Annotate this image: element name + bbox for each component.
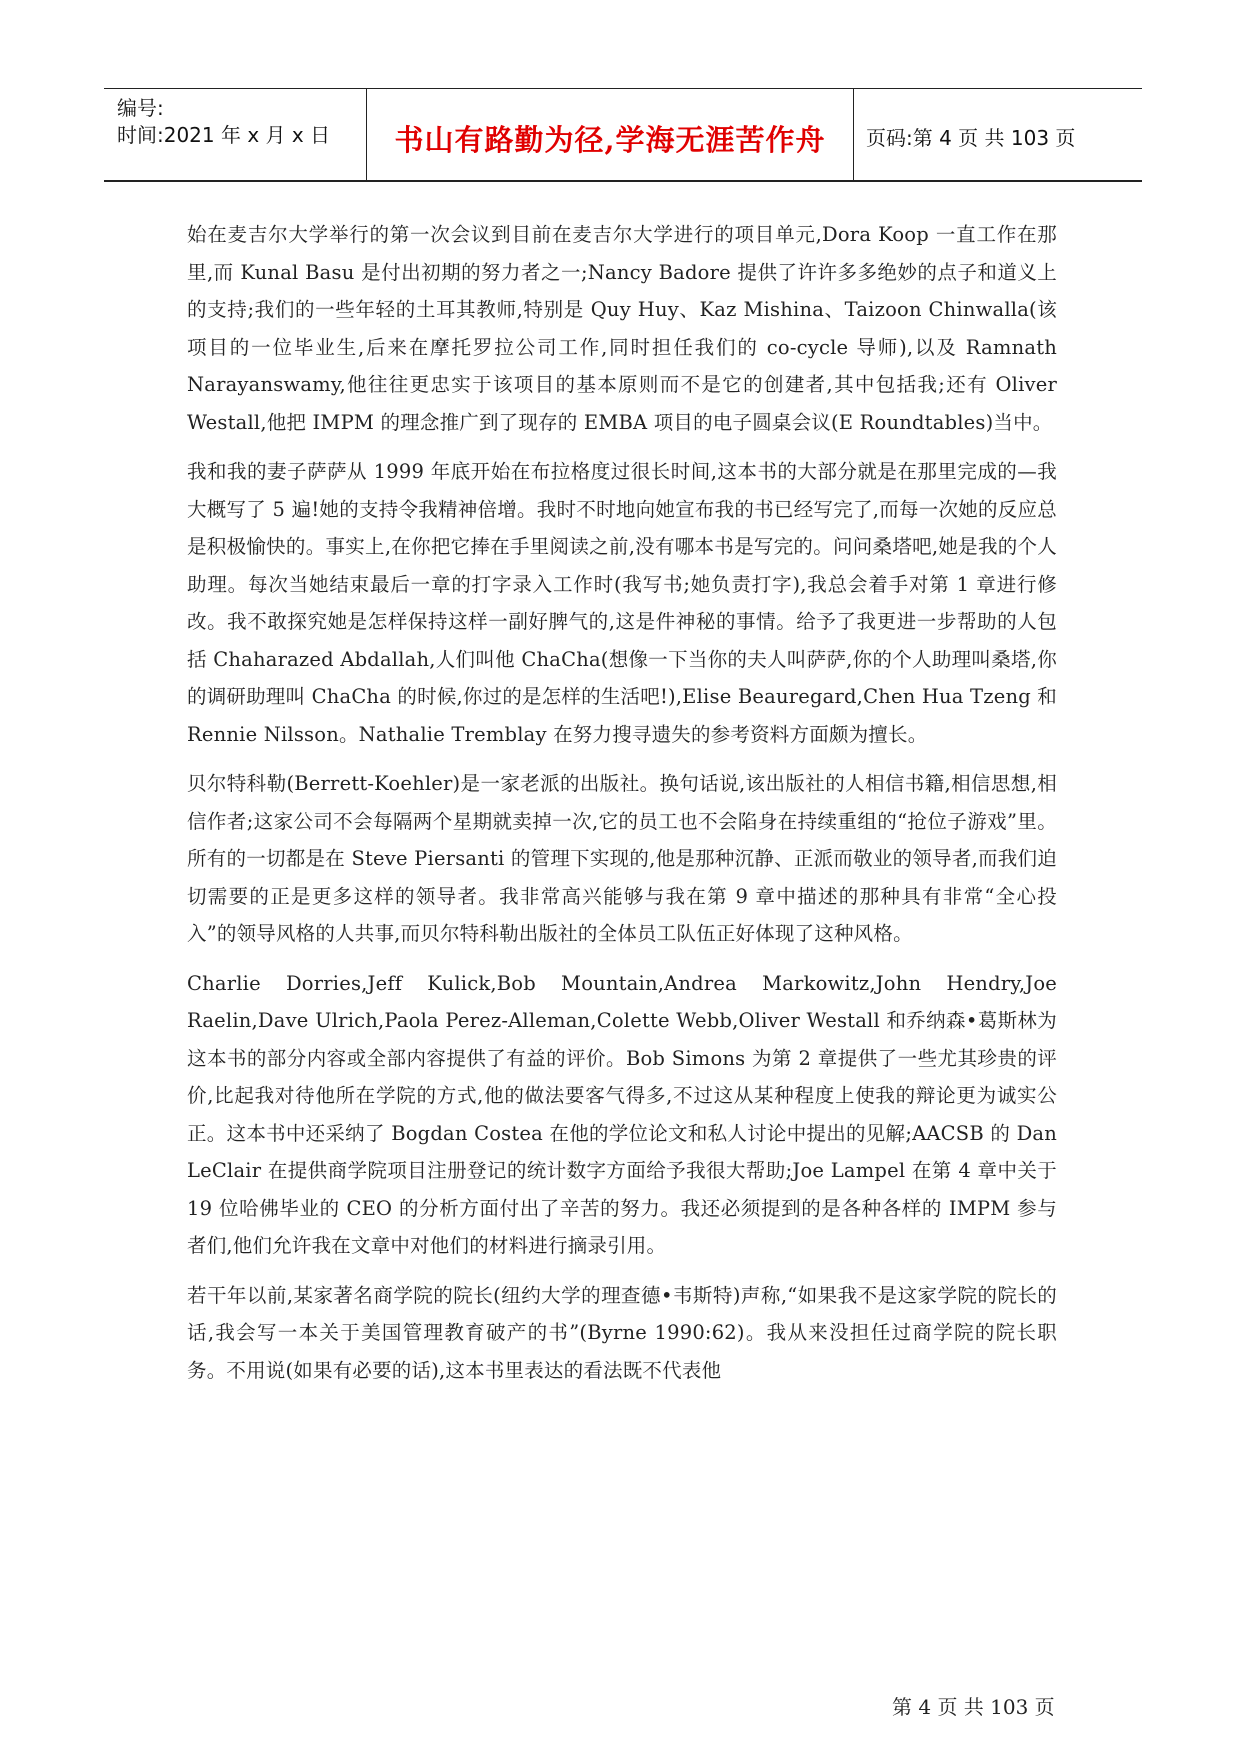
paragraph: 若干年以前,某家著名商学院的院长(纽约大学的理查德•韦斯特)声称,“如果我不是这家学院的院长的话,我会写一本关于美国管理教育破产的书”(Byrne 1990:62)。我从来没担任过商学院的院长职务。不用说(如果有必要的话),这本书里表达的看法既不代表他: [187, 1283, 1057, 1382]
paragraph: 始在麦吉尔大学举行的第一次会议到目前在麦吉尔大学进行的项目单元,Dora Koop 一直工作在那里,而 Kunal Basu 是付出初期的努力者之一;Nancy Badore 提供了许许多多绝妙的点子和道义上的支持;我们的一些年轻的土耳其教师,特别是 Quy Huy、Kaz Mishina、Taizoon Chinwalla(该项目的一位毕业生,后来在摩托罗拉公司工作,同时担任我们的 co-cycle 导师),以及 Ramnath Narayanswamy,他往往更忠实于该项目的基本原则而不是它的创建者,其中包括我;还有 Oliver Westall,他把 IMPM 的理念推广到了现存的 EMBA 项目的电子圆桌会议(E Roundtables)当中。: [187, 223, 1057, 434]
header-motto: 书山有路勤为径,学海无涯苦作舟: [394, 123, 826, 157]
paragraph: 我和我的妻子萨萨从 1999 年底开始在布拉格度过很长时间,这本书的大部分就是在那里完成的—我大概写了 5 遍!她的支持令我精神倍增。我时不时地向她宣布我的书已经写完了,而每一次她的反应总是积极愉快的。事实上,在你把它捧在手里阅读之前,没有哪本书是写完的。问问桑塔吧,她是我的个人助理。每次当她结束最后一章的打字录入工作时(我写书;她负责打字),我总会着手对第 1 章进行修改。我不敢探究她是怎样保持这样一副好脾气的,这是件神秘的事情。给予了我更进一步帮助的人包括 Chaharazed Abdallah,人们叫他 ChaCha(想像一下当你的夫人叫萨萨,你的个人助理叫桑塔,你的调研助理叫 ChaCha 的时候,你过的是怎样的生活吧!),Elise Beauregard,Chen Hua Tzeng 和 Rennie Nilsson。Nathalie Tremblay 在努力搜寻遗失的参考资料方面颇为擅长。: [187, 460, 1057, 746]
paragraph: Charlie Dorries,Jeff Kulick,Bob Mountain,Andrea Markowitz,John Hendry,Joe Raelin,Dave Ulrich,Paola Perez-Alleman,Colette Webb,Oliver Westall 和乔纳森•葛斯林为这本书的部分内容或全部内容提供了有益的评价。Bob Simons 为第 2 章提供了一些尤其珍贵的评价,比起我对待他所在学院的方式,他的做法要客气得多,不过这从某种程度上使我的辩论更为诚实公正。这本书中还采纳了 Bogdan Costea 在他的学位论文和私人讨论中提出的见解;AACSB 的 Dan LeClair 在提供商学院项目注册登记的统计数字方面给予我很大帮助;Joe Lampel 在第 4 章中关于 19 位哈佛毕业的 CEO 的分析方面付出了辛苦的努力。我还必须提到的是各种各样的 IMPM 参与者们,他们允许我在文章中对他们的材料进行摘录引用。: [187, 971, 1057, 1257]
header-number-label: 编号:: [117, 96, 164, 120]
header-divider-right: [853, 88, 854, 181]
header-top-rule: [104, 88, 1142, 89]
page-footer: 第 4 页 共 103 页: [892, 1695, 1055, 1719]
header-divider-left: [366, 88, 367, 181]
header-time-label: 时间:2021 年 x 月 x 日: [117, 123, 331, 147]
header-bottom-rule: [104, 180, 1142, 182]
document-header: [104, 88, 1142, 181]
header-page-info: 页码:第 4 页 共 103 页: [866, 126, 1076, 150]
paragraph: 贝尔特科勒(Berrett-Koehler)是一家老派的出版社。换句话说,该出版社的人相信书籍,相信思想,相信作者;这家公司不会每隔两个星期就卖掉一次,它的员工也不会陷身在持续重组的“抢位子游戏”里。所有的一切都是在 Steve Piersanti 的管理下实现的,他是那种沉静、正派而敬业的领导者,而我们迫切需要的正是更多这样的领导者。我非常高兴能够与我在第 9 章中描述的那种具有非常“全心投入”的领导风格的人共事,而贝尔特科勒出版社的全体员工队伍正好体现了这种风格。: [187, 772, 1057, 945]
document-body: [187, 216, 1057, 1401]
